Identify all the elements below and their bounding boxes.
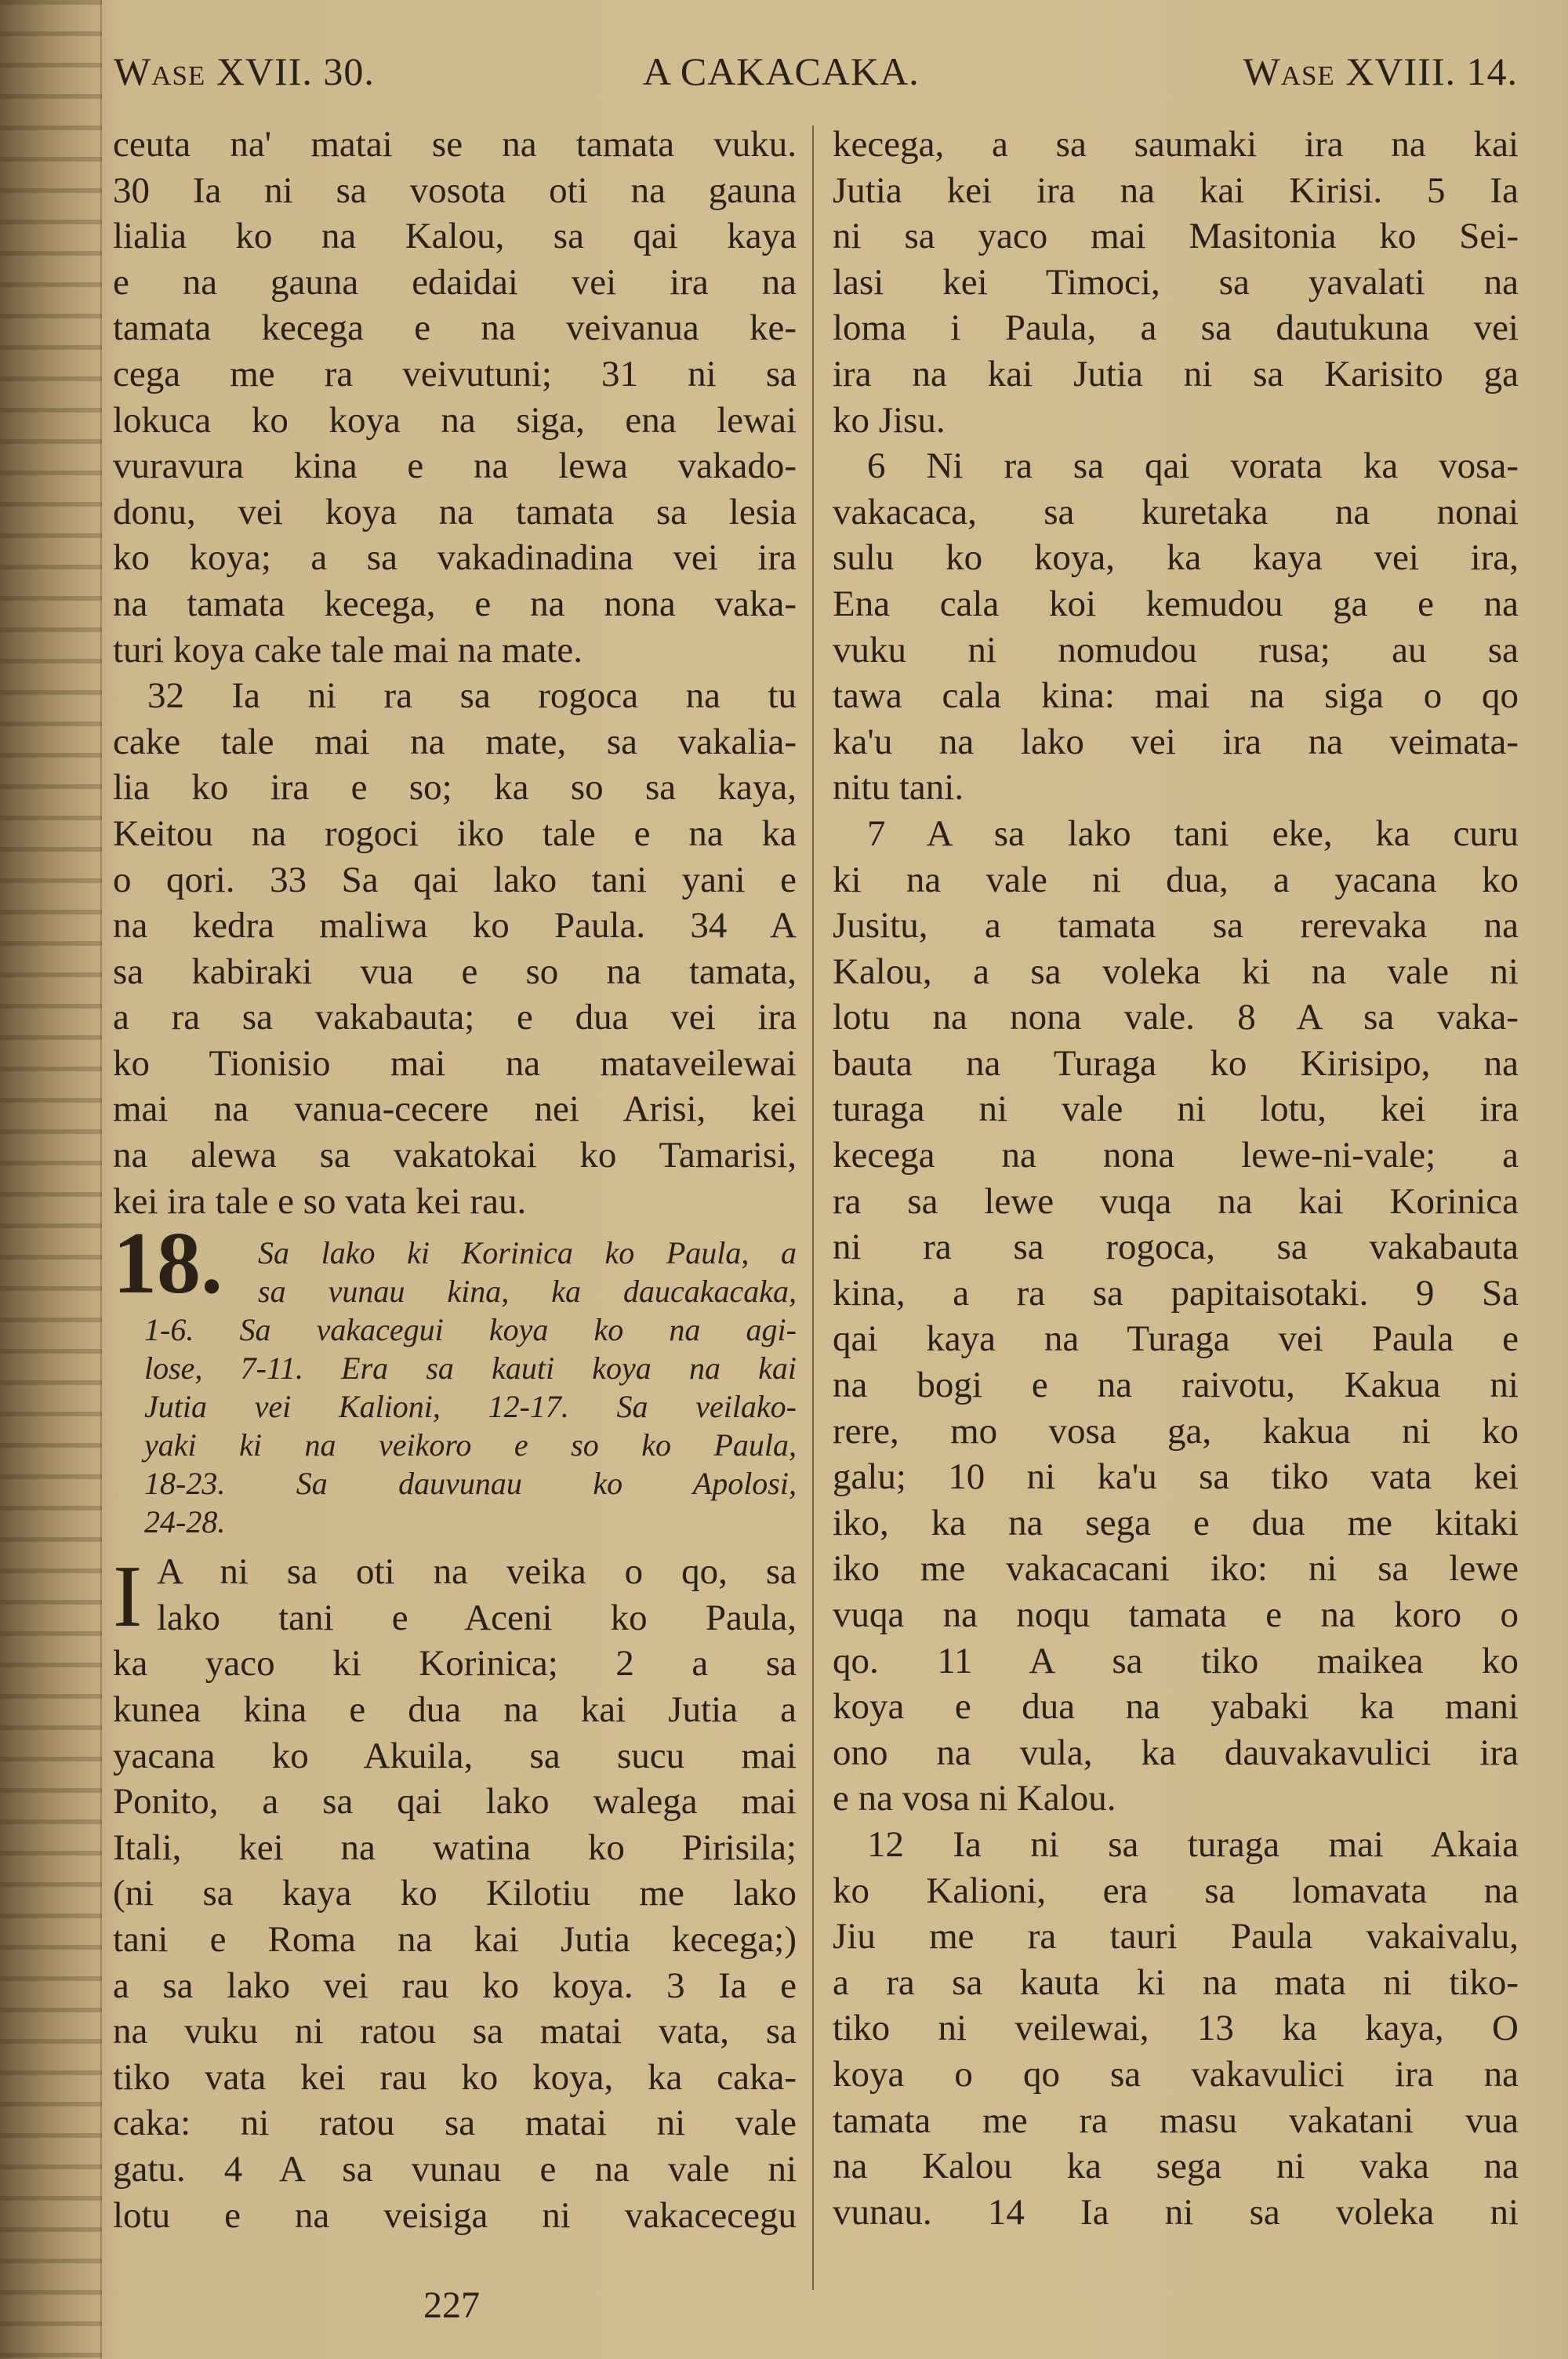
left-column-text bbox=[113, 122, 797, 1224]
text-line: turi koya cake tale mai na mate. bbox=[113, 629, 583, 671]
summary-line: Jutia vei Kalioni, 12-17. Sa veilako- bbox=[144, 1389, 797, 1425]
chapter-number: 18. bbox=[113, 1215, 223, 1313]
text-line: kecega na nona lewe-ni-vale; a bbox=[833, 1135, 1519, 1176]
text-line: ko koya; a sa vakadinadina vei ira bbox=[113, 537, 797, 579]
text-line: donu, vei koya na tamata sa lesia bbox=[113, 491, 797, 533]
text-line: ira na kai Jutia ni sa Karisito ga bbox=[833, 353, 1519, 394]
running-header-left bbox=[114, 49, 375, 94]
text-line: lia ko ira e so; ka so sa kaya, bbox=[113, 767, 797, 809]
text-line: ono na vula, ka dauvakavulici ira bbox=[833, 1732, 1519, 1773]
text-line: ni sa yaco mai Masitonia ko Sei- bbox=[833, 216, 1519, 257]
text-line: lialia ko na Kalou, sa qai kaya bbox=[113, 216, 797, 257]
right-column bbox=[833, 122, 1519, 2235]
text-line: na tamata kecega, e na nona vaka- bbox=[113, 583, 797, 624]
text-line: qai kaya na Turaga vei Paula e bbox=[833, 1318, 1519, 1360]
text-line: ceuta na' matai se na tamata vuku. bbox=[113, 124, 797, 165]
text-line: lasi kei Timoci, sa yavalati na bbox=[833, 261, 1519, 303]
text-line: kecega, a sa saumaki ira na kai bbox=[833, 124, 1519, 165]
text-line: tiko vata kei rau ko koya, ka caka- bbox=[113, 2056, 797, 2098]
text-line: lotu e na veisiga ni vakacecegu bbox=[113, 2194, 797, 2236]
text-line: qo. 11 A sa tiko maikea ko bbox=[833, 1640, 1519, 1681]
text-line: tawa cala kina: mai na siga o qo bbox=[833, 675, 1519, 717]
adjacent-page-edge bbox=[0, 0, 102, 2359]
text-line: lokuca ko koya na siga, ena lewai bbox=[113, 399, 797, 441]
text-line: A ni sa oti na veika o qo, sa bbox=[157, 1551, 797, 1593]
text-line: na Kalou ka sega ni vaka na bbox=[833, 2146, 1519, 2187]
text-line: na vuku ni ratou sa matai vata, sa bbox=[113, 2011, 797, 2052]
text-line: Jutia kei ira na kai Kirisi. 5 Ia bbox=[833, 169, 1519, 211]
summary-line: Sa lako ki Korinica ko Paula, a bbox=[258, 1235, 797, 1271]
text-line: Kalou, a sa voleka ki na vale ni bbox=[833, 951, 1519, 992]
text-line: 32 Ia ni ra sa rogoca na tu bbox=[147, 675, 797, 717]
text-line: gatu. 4 A sa vunau e na vale ni bbox=[113, 2148, 797, 2190]
text-line: vuravura kina e na lewa vakado- bbox=[113, 445, 797, 487]
text-line: (ni sa kaya ko Kilotiu me lako bbox=[113, 1873, 797, 1914]
text-line: lako tani e Aceni ko Paula, bbox=[157, 1597, 797, 1638]
text-line: Keitou na rogoci iko tale e na ka bbox=[113, 812, 797, 854]
text-line: 12 Ia ni sa turaga mai Akaia bbox=[867, 1823, 1519, 1865]
summary-line: lose, 7-11. Era sa kauti koya na kai bbox=[144, 1350, 797, 1387]
text-line: ko Kalioni, era sa lomavata na bbox=[833, 1870, 1519, 1911]
text-line: a ra sa kauta ki na mata ni tiko- bbox=[833, 1961, 1519, 2003]
text-line: vuku ni nomudou rusa; au sa bbox=[833, 629, 1519, 671]
text-line: vuqa na noqu tamata e na koro o bbox=[833, 1594, 1519, 1635]
right-column-text bbox=[833, 122, 1519, 2235]
text-line: nitu tani. bbox=[833, 767, 964, 809]
text-line: loma i Paula, a sa dautukuna vei bbox=[833, 307, 1519, 349]
text-line: tiko ni veilewai, 13 ka kaya, O bbox=[833, 2008, 1519, 2049]
text-line: mai na vanua-cecere nei Arisi, kei bbox=[113, 1089, 797, 1130]
text-line: tani e Roma na kai Jutia kecega;) bbox=[113, 1919, 797, 1960]
summary-line: sa vunau kina, ka daucakacaka, bbox=[258, 1274, 797, 1310]
text-line: ka yaco ki Korinica; 2 a sa bbox=[113, 1643, 797, 1685]
text-line: caka: ni ratou sa matai ni vale bbox=[113, 2103, 797, 2144]
text-line: kina, a ra sa papitaisotaki. 9 Sa bbox=[833, 1272, 1519, 1314]
running-header-title: A CAKACAKA. bbox=[643, 49, 920, 93]
text-line: sulu ko koya, ka kaya vei ira, bbox=[833, 537, 1519, 579]
text-line: yacana ko Akuila, sa sucu mai bbox=[113, 1735, 797, 1776]
page-number: 227 bbox=[423, 2284, 480, 2326]
text-line: koya o qo sa vakavulici ira na bbox=[833, 2053, 1519, 2095]
drop-cap: I bbox=[113, 1548, 143, 1646]
text-line: na alewa sa vakatokai ko Tamarisi, bbox=[113, 1135, 797, 1176]
text-line: sa kabiraki vua e so na tamata, bbox=[113, 951, 797, 992]
text-line: ko Jisu. bbox=[833, 399, 946, 441]
left-column bbox=[113, 122, 797, 2238]
text-line: na bogi e na raivotu, Kakua ni bbox=[833, 1365, 1519, 1406]
text-line: bauta na Turaga ko Kirisipo, na bbox=[833, 1042, 1519, 1084]
chapter-text-lines bbox=[113, 1549, 797, 2238]
text-line: lotu na nona vale. 8 A sa vaka- bbox=[833, 997, 1519, 1038]
summary-line: yaki ki na veikoro e so ko Paula, bbox=[144, 1427, 797, 1463]
text-line: kei ira tale e so vata kei rau. bbox=[113, 1180, 527, 1222]
text-line: Jusitu, a tamata sa rerevaka na bbox=[833, 905, 1519, 947]
text-line: Ena cala koi kemudou ga e na bbox=[833, 583, 1519, 624]
text-line: koya e dua na yabaki ka mani bbox=[833, 1686, 1519, 1728]
text-line: na kedra maliwa ko Paula. 34 A bbox=[113, 905, 797, 947]
text-line: tamata kecega e na veivanua ke- bbox=[113, 307, 797, 349]
text-line: a ra sa vakabauta; e dua vei ira bbox=[113, 997, 797, 1038]
text-line: Itali, kei na watina ko Pirisila; bbox=[113, 1826, 797, 1868]
chapter-heading bbox=[113, 1215, 797, 1549]
text-line: ki na vale ni dua, a yacana ko bbox=[833, 859, 1519, 900]
header-left-ref: XVII. 30. bbox=[216, 49, 375, 93]
text-line: galu; 10 ni ka'u sa tiko vata kei bbox=[833, 1456, 1519, 1498]
text-line: 6 Ni ra sa qai vorata ka vosa- bbox=[867, 445, 1519, 487]
text-line: ra sa lewe vuqa na kai Korinica bbox=[833, 1180, 1519, 1222]
header-right-word: Wase bbox=[1243, 49, 1335, 93]
text-line: vakacaca, sa kuretaka na nonai bbox=[833, 491, 1519, 533]
text-line: ka'u na lako vei ira na veimata- bbox=[833, 721, 1519, 762]
text-line: 30 Ia ni sa vosota oti na gauna bbox=[113, 169, 797, 211]
text-line: kunea kina e dua na kai Jutia a bbox=[113, 1689, 797, 1731]
text-line: cake tale mai na mate, sa vakalia- bbox=[113, 721, 797, 762]
header-left-word: Wase bbox=[114, 49, 206, 93]
text-line: e na vosa ni Kalou. bbox=[833, 1778, 1116, 1819]
text-line: a sa lako vei rau ko koya. 3 Ia e bbox=[113, 1965, 797, 2006]
text-line: iko me vakacacani iko: ni sa lewe bbox=[833, 1548, 1519, 1590]
text-line: ni ra sa rogoca, sa vakabauta bbox=[833, 1227, 1519, 1268]
summary-line: 24-28. bbox=[144, 1504, 226, 1540]
chapter-text bbox=[113, 1549, 797, 2238]
text-line: cega me ra veivutuni; 31 ni sa bbox=[113, 353, 797, 394]
text-line: rere, mo vosa ga, kakua ni ko bbox=[833, 1410, 1519, 1452]
header-right-ref: XVIII. 14. bbox=[1345, 49, 1518, 93]
text-line: vunau. 14 Ia ni sa voleka ni bbox=[833, 2191, 1519, 2233]
running-header-right bbox=[1243, 49, 1519, 94]
summary-line: 1-6. Sa vakacegui koya ko na agi- bbox=[144, 1312, 797, 1348]
text-line: Ponito, a sa qai lako walega mai bbox=[113, 1781, 797, 1823]
text-line: o qori. 33 Sa qai lako tani yani e bbox=[113, 859, 797, 900]
text-line: Jiu me ra tauri Paula vakaivalu, bbox=[833, 1916, 1519, 1957]
summary-line: 18-23. Sa dauvunau ko Apolosi, bbox=[144, 1466, 797, 1502]
text-line: ko Tionisio mai na mataveilewai bbox=[113, 1042, 797, 1084]
column-divider bbox=[812, 125, 814, 2290]
text-line: 7 A sa lako tani eke, ka curu bbox=[867, 812, 1519, 854]
text-line: iko, ka na sega e dua me kitaki bbox=[833, 1502, 1519, 1543]
text-line: turaga ni vale ni lotu, kei ira bbox=[833, 1089, 1519, 1130]
text-line: tamata me ra masu vakatani vua bbox=[833, 2099, 1519, 2141]
text-line: e na gauna edaidai vei ira na bbox=[113, 261, 797, 303]
